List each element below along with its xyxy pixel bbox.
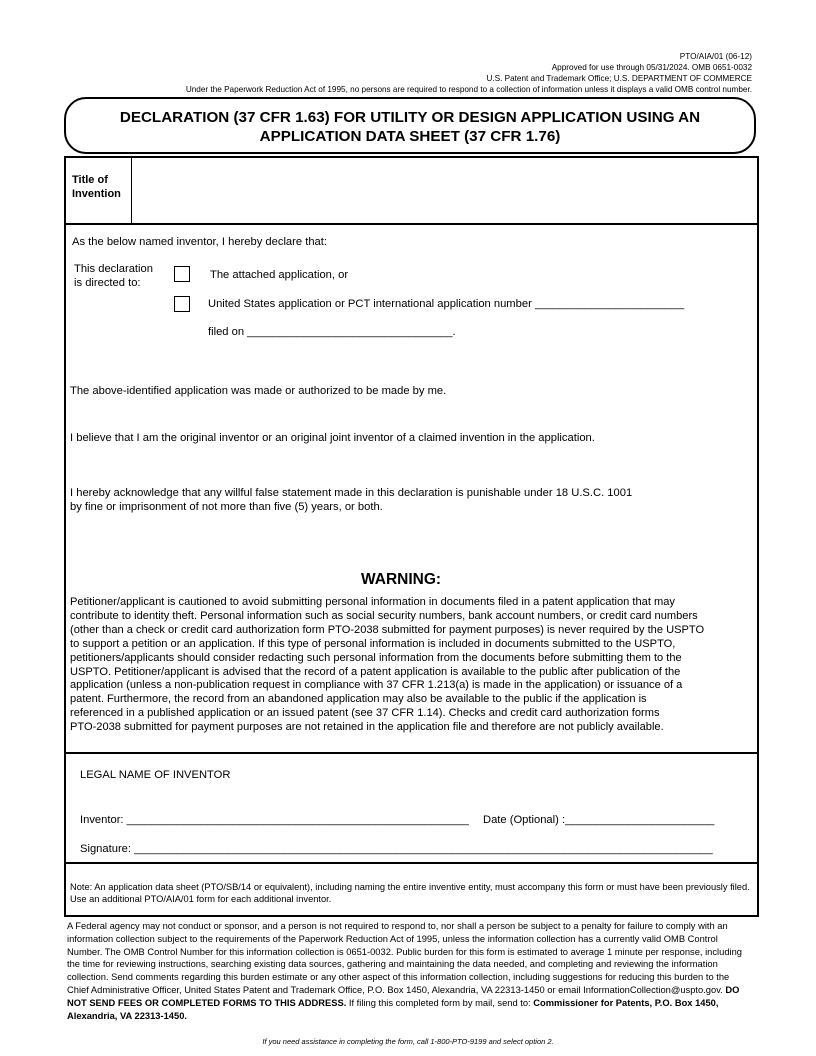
- burden-statement: [67, 920, 753, 1022]
- divider-after-warning: [64, 752, 759, 754]
- form-title-line2: APPLICATION DATA SHEET (37 CFR 1.76): [259, 128, 561, 145]
- divider-after-inventor: [64, 862, 759, 864]
- form-title-line1: DECLARATION (37 CFR 1.63) FOR UTILITY OR DESIGN APPLICATION USING AN: [119, 109, 701, 126]
- mailing-instruction: If filing this completed form by mail, send to:: [346, 997, 534, 1008]
- date-field[interactable]: Date (Optional) :________________________: [483, 814, 715, 826]
- signature-field[interactable]: Signature: _____________________________________________________________________________________________: [80, 843, 713, 855]
- attached-application-checkbox[interactable]: [174, 266, 190, 282]
- declaration-intro: As the below named inventor, I hereby declare that:: [72, 236, 327, 248]
- warning-title: WARNING:: [361, 571, 442, 588]
- us-pct-application-checkbox[interactable]: [174, 296, 190, 312]
- inventor-name-field[interactable]: Inventor: _______________________________________________________: [80, 814, 469, 826]
- statement-original-inventor: I believe that I am the original inventor or an original joint inventor of a claimed invention in the application.: [70, 432, 595, 444]
- mailing-address: Commissioner for Patents, P.O. Box 1450, Alexandria, VA 22313-1450.: [67, 997, 719, 1021]
- do-not-send-notice: DO NOT SEND FEES OR COMPLETED FORMS TO THIS ADDRESS.: [67, 984, 740, 1008]
- warning-body: Petitioner/applicant is cautioned to avoid submitting personal information in documents filed in a patent application that may contribute to identity theft. Personal information such as social security numbers, bank account numbers, or credit card numbers (other than a check or credit card authorization form PTO-2038 submitted for payment purposes) is never required by the USPTO to support a petition or an application. If this type of personal information is included in documents submitted to the USPTO, petitioners/applicants should consider redacting such personal information from the documents before submitting them to the USPTO. Petitioner/applicant is advised that the record of a patent application is available to the public after publication of the application (unless a non-publication request in compliance with 37 CFR 1.213(a) is made in the application) or issuance of a patent. Furthermore, the record from an abandoned application may also be available to the public if the application is referenced in a published application or an issued patent (see 37 CFR 1.14). Checks and credit card authorization forms PTO-2038 submitted for payment purposes are not retained in the application file and therefore are not publicly available.: [70, 596, 705, 734]
- invention-divider: [131, 156, 132, 224]
- omb-approval: Approved for use through 05/31/2024. OMB 0651-0032: [551, 63, 752, 72]
- burden-text: A Federal agency may not conduct or sponsor, and a person is not required to respond to, nor shall a person be subject to a penalty for failure to comply with an information collection subject to the requirements of the Paperwork Reduction Act of 1995, unless the information collection has a currently valid OMB Control Number. The OMB Control Number for this information collection is 0651-0032. Public burden for this form is estimated to average 1 minute per response, including the time for reviewing instructions, searching existing data sources, gathering and maintaining the data needed, and completing and reviewing the information collection. Send comments regarding this burden estimate or any other aspect of this information collection, including suggestions for reducing this burden to the Chief Administrative Officer, United States Patent and Trademark Office, P.O. Box 1450, Alexandria, VA 22313-1450 or email InformationCollection@uspto.gov.: [67, 921, 742, 995]
- form-frame: [64, 156, 759, 917]
- directed-to-label: [74, 263, 153, 290]
- statement-false-line2: by fine or imprisonment of not more than five (5) years, or both.: [70, 500, 383, 513]
- statement-false-line1: I hereby acknowledge that any willful false statement made in this declaration is punishable under 18 U.S.C. 1001: [70, 487, 633, 499]
- directed-to-line2: is directed to:: [74, 276, 141, 289]
- assistance-line: If you need assistance in completing the form, call 1-800-PTO-9199 and select option 2.: [262, 1037, 554, 1046]
- statement-authorized: The above-identified application was made or authorized to be made by me.: [70, 385, 447, 397]
- divider-after-invention: [64, 223, 759, 225]
- statement-false-statement: [70, 487, 632, 514]
- invention-label: [72, 173, 121, 201]
- invention-label-line2: Invention: [72, 188, 121, 200]
- form-id: PTO/AIA/01 (06-12): [679, 52, 752, 61]
- us-pct-application-label[interactable]: United States application or PCT international application number ________________________: [208, 298, 685, 310]
- filed-on-field[interactable]: filed on _________________________________.: [208, 326, 456, 338]
- directed-to-line1: This declaration: [74, 263, 153, 275]
- paperwork-notice: Under the Paperwork Reduction Act of 1995, no persons are required to respond to a collection of information unless it displays a valid OMB control number.: [185, 85, 752, 94]
- form-header: [186, 51, 752, 95]
- legal-name-heading: LEGAL NAME OF INVENTOR: [80, 769, 231, 781]
- form-title: [64, 97, 756, 154]
- agency-name: U.S. Patent and Trademark Office; U.S. DEPARTMENT OF COMMERCE: [486, 74, 752, 83]
- invention-title-input[interactable]: [133, 158, 757, 223]
- invention-label-line1: Title of: [72, 174, 108, 186]
- ads-note: Note: An application data sheet (PTO/SB/14 or equivalent), including naming the entire inventive entity, must accompany this form or must have been previously filed. Use an additional PTO/AIA/01 form for each additional inventor.: [70, 882, 750, 905]
- attached-application-label: The attached application, or: [210, 269, 349, 281]
